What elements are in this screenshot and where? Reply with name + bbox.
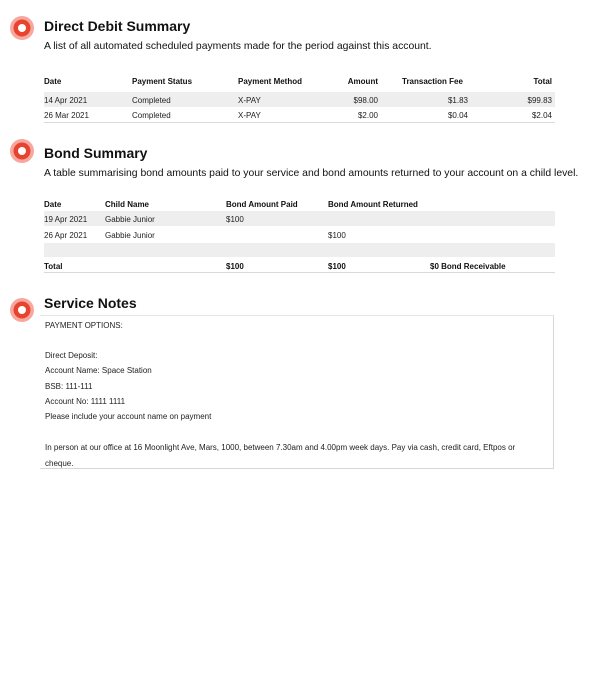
bond-spacer-stripe — [44, 243, 555, 257]
dd-row-1-method: X-PAY — [238, 96, 261, 105]
section-marker-icon — [9, 138, 35, 164]
bond-title: Bond Summary — [44, 145, 148, 161]
direct-debit-description: A list of all automated scheduled payments made for the period against this account. — [44, 41, 432, 52]
dd-row-2-total: $2.04 — [531, 111, 552, 120]
bond-description: A table summarising bond amounts paid to your service and bond amounts returned to your account on a child level. — [44, 168, 579, 179]
dd-row-1-amount: $98.00 — [353, 96, 378, 105]
bond-total-label: Total — [44, 262, 63, 271]
service-notes-title: Service Notes — [44, 295, 137, 311]
dd-header-status: Payment Status — [132, 77, 193, 86]
bond-total-receivable: $0 Bond Receivable — [430, 262, 506, 271]
section-marker-icon — [9, 15, 35, 41]
dd-header-total: Total — [533, 77, 552, 86]
dd-row-1-total: $99.83 — [527, 96, 552, 105]
bond-row-2-child: Gabbie Junior — [105, 231, 155, 240]
dd-header-fee: Transaction Fee — [402, 77, 463, 86]
bond-header-child: Child Name — [105, 200, 150, 209]
bond-row-1-date: 19 Apr 2021 — [44, 215, 88, 224]
note-in-person-cont: cheque. — [45, 459, 74, 468]
note-in-person: In person at our office at 16 Moonlight Ave, Mars, 1000, between 7.30am and 4.00pm week days. Pay via cash, credit card, Eftpos or — [45, 443, 516, 452]
bond-table-divider — [44, 272, 555, 273]
dd-row-1-status: Completed — [132, 96, 171, 105]
dd-table-divider — [44, 122, 555, 123]
bond-header-returned: Bond Amount Returned — [328, 200, 418, 209]
note-direct-deposit: Direct Deposit: — [45, 351, 98, 360]
dd-header-amount: Amount — [347, 77, 378, 86]
section-marker-icon — [9, 297, 35, 323]
bond-row-2-date: 26 Apr 2021 — [44, 231, 88, 240]
bond-row-1-paid: $100 — [226, 215, 244, 224]
note-bsb: BSB: 111-111 — [45, 382, 93, 391]
bond-row-2-returned: $100 — [328, 231, 346, 240]
dd-row-1-date: 14 Apr 2021 — [44, 96, 88, 105]
bond-row-1-child: Gabbie Junior — [105, 215, 155, 224]
note-payment-options: PAYMENT OPTIONS: — [45, 321, 123, 330]
dd-header-date: Date — [44, 77, 62, 86]
direct-debit-title: Direct Debit Summary — [44, 18, 191, 34]
dd-row-1-fee: $1.83 — [447, 96, 468, 105]
bond-header-paid: Bond Amount Paid — [226, 200, 298, 209]
dd-row-2-amount: $2.00 — [357, 111, 378, 120]
dd-row-2-method: X-PAY — [238, 111, 261, 120]
dd-row-2-status: Completed — [132, 111, 171, 120]
note-include-name: Please include your account name on payment — [45, 412, 212, 421]
bond-header-date: Date — [44, 200, 62, 209]
bond-total-returned: $100 — [328, 262, 346, 271]
dd-row-2-fee: $0.04 — [447, 111, 468, 120]
dd-row-2-date: 26 Mar 2021 — [44, 111, 89, 120]
note-account-no: Account No: 1111 1111 — [45, 397, 126, 406]
bond-total-paid: $100 — [226, 262, 244, 271]
dd-header-method: Payment Method — [238, 77, 303, 86]
note-account-name: Account Name: Space Station — [45, 366, 152, 375]
